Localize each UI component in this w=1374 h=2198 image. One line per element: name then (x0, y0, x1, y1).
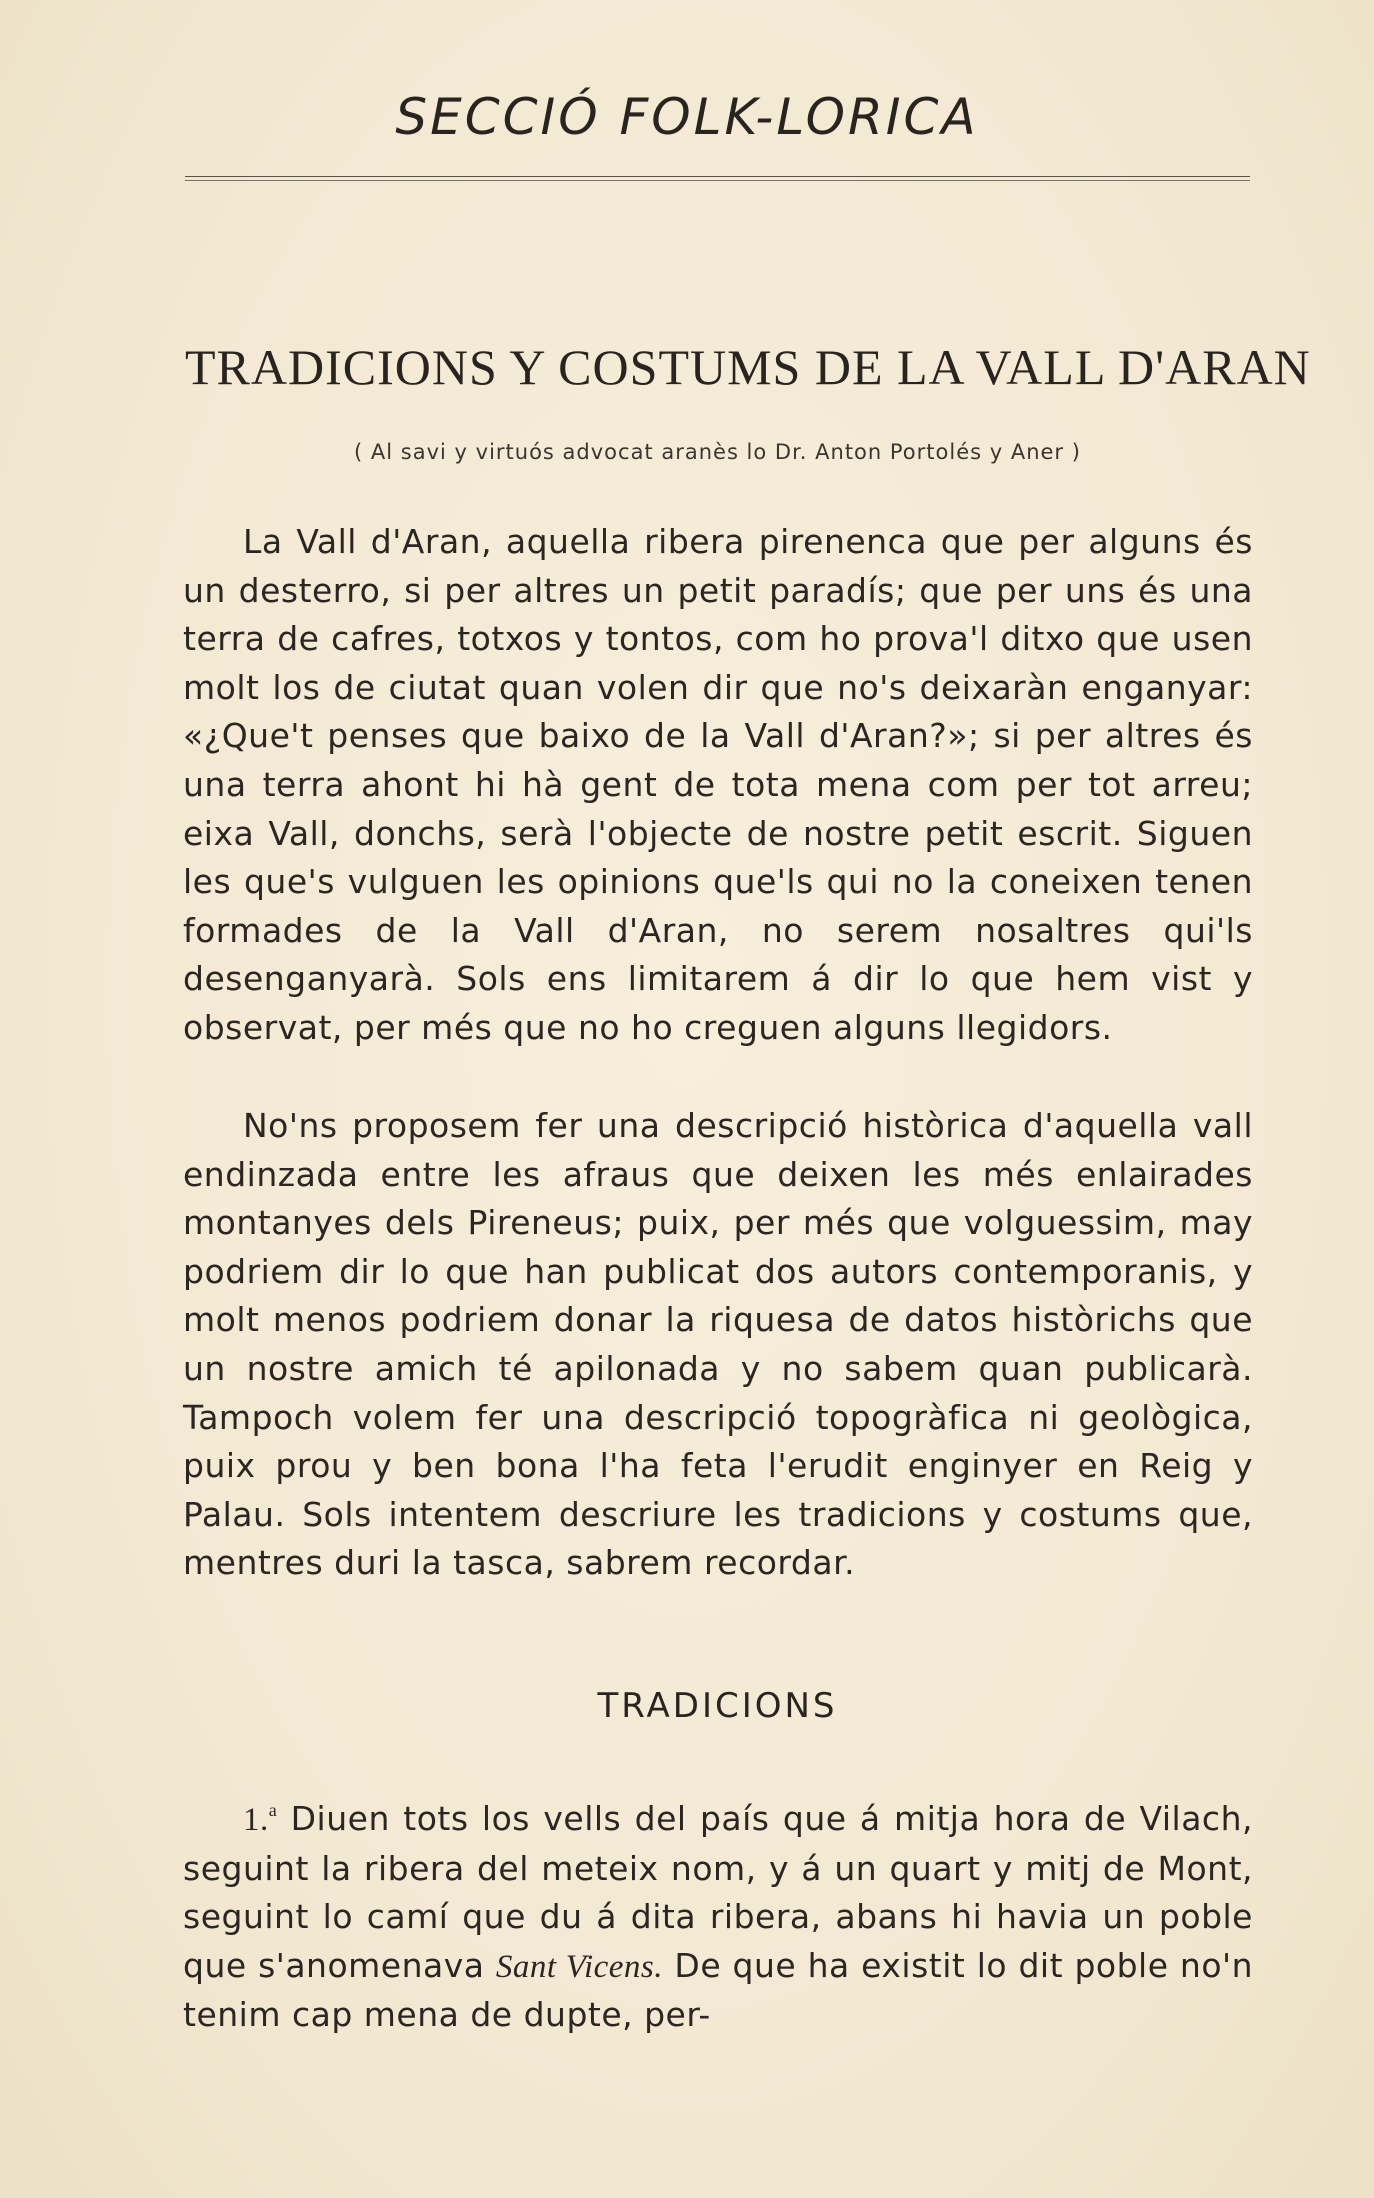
dedication: ( Al savi y virtuós advocat aranès lo Dr. Anton Portolés y Aner ) (354, 440, 1081, 464)
header-rule-secondary (185, 180, 1250, 181)
article-title: TRADICIONS Y COSTUMS DE LA VALL D'ARAN (185, 339, 1311, 395)
ordinal-suffix: a (268, 1800, 278, 1820)
paragraph-2: No'ns proposem fer una descripció històrica d'aquella vall endinzada entre les afraus que deixen les més enlairades montanyes dels Pireneus; puix, per més que volguessim, may podriem dir lo que han publicat dos autors contemporanis, y molt menos podriem donar la riquesa de datos històrichs que un nostre amich té apilonada y no sabem quan publicarà. Tampoch volem fer una descripció topogràfica ni geològica, puix prou y ben bona l'ha feta l'erudit enginyer en Reig y Palau. Sols intentem descriure les tradicions y costums que, mentres duri la tasca, sabrem recordar. (183, 1106, 1253, 1583)
subheading-tradicions: TRADICIONS (597, 1686, 838, 1726)
paragraph-2-block (183, 1102, 1253, 1588)
paragraph-1-block (183, 518, 1253, 1053)
paragraph-1: La Vall d'Aran, aquella ribera pirenenca que per alguns és un desterro, si per altres un petit paradís; que per uns és una terra de cafres, totxos y tontos, com ho prova'l ditxo que usen molt los de ciutat quan volen dir que no's deixaràn enganyar: «¿Que't penses que baixo de la Vall d'Aran?»; si per altres és una terra ahont hi hà gent de tota mena com per tot arreu; eixa Vall, donchs, serà l'objecte de nostre petit escrit. Siguen les que's vulguen les opinions que'ls qui no la coneixen tenen formades de la Vall d'Aran, no serem nosaltres qui'ls desenganyarà. Sols ens limitarem á dir lo que hem vist y observat, per més que no ho creguen alguns llegidors. (183, 522, 1253, 1047)
paragraph-3 (183, 1786, 1253, 2040)
paragraph-3-block (183, 1786, 1253, 2040)
paragraph-3-text-before: Diuen tots los vells del país que á mitja hora de Vilach, seguint la ribera del meteix nom, y á un quart y mitj de Mont, seguint lo camí que du á dita ribera, abans hi havia un poble que s'anomenava (183, 1799, 1253, 1985)
paragraph-3-text-after: De que ha existit lo dit poble no'n tenim cap mena de dupte, per- (183, 1945, 1253, 2035)
ordinal-marker (243, 1802, 277, 1838)
ordinal-number: 1. (243, 1802, 269, 1838)
section-title: SECCIÓ FOLK-LORICA (395, 88, 979, 146)
header-rule (185, 176, 1250, 177)
place-name-italic: Sant Vicens. (495, 1948, 664, 1985)
